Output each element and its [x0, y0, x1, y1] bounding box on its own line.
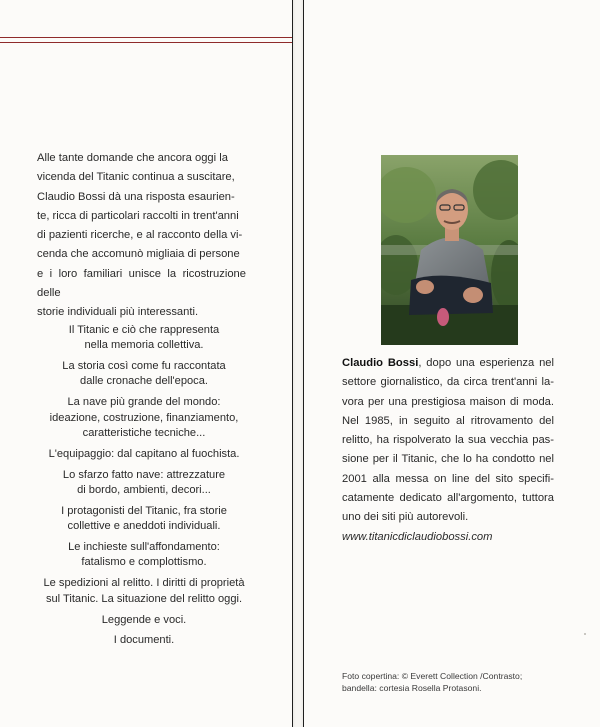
contents-item	[36, 613, 252, 628]
intro-line: te, ricca di particolari raccolti in trent'anni	[37, 209, 239, 222]
credit-line: Foto copertina: © Everett Collection /Contrasto;	[342, 671, 523, 681]
contents-line: ideazione, costruzione, finanziamento,	[49, 411, 239, 424]
intro-paragraph	[37, 149, 246, 323]
contents-line: Le spedizioni al relitto. I diritti di proprietà	[43, 577, 245, 590]
contents-item	[36, 447, 252, 462]
bio-line: relitto, ha rispolverato la sua vecchia pas-	[342, 434, 554, 447]
contents-line: fatalismo e complottismo.	[81, 556, 207, 569]
bio-line: Nel 1985, in seguito al ritrovamento del	[342, 414, 554, 427]
intro-line: storie individuali più interessanti.	[37, 306, 199, 319]
left-top-rule	[0, 37, 292, 43]
contents-line: Il Titanic e ciò che rappresenta	[68, 324, 220, 336]
bio-line: 2001 alla messa on line del sito specifi-	[342, 472, 554, 485]
intro-line: e i loro familiari unisce la ricostruzione delle	[37, 267, 246, 300]
website-url[interactable]: www.titanicdiclaudiobossi.com	[342, 530, 493, 543]
credit-line: bandella: cortesia Rosella Protasoni.	[342, 683, 482, 693]
photo-credits	[342, 670, 572, 694]
contents-item	[36, 323, 252, 354]
contents-line: di bordo, ambienti, decori...	[77, 484, 211, 497]
author-bio	[342, 354, 554, 547]
contents-item	[36, 468, 252, 499]
contents-line: caratteristiche tecniche...	[82, 426, 206, 439]
bio-line: vora per una prestigiosa maison di moda.	[342, 395, 554, 408]
contents-line: collettive e aneddoti individuali.	[67, 520, 221, 533]
contents-line: dalle cronache dell'epoca.	[80, 375, 208, 388]
contents-item	[36, 504, 252, 535]
contents-item	[36, 540, 252, 571]
contents-line: sul Titanic. La situazione del relitto oggi.	[45, 592, 243, 605]
contents-line: Le inchieste sull'affondamento:	[68, 541, 220, 554]
author-name: Claudio Bossi	[342, 357, 419, 369]
contents-line: La storia così come fu raccontata	[62, 360, 226, 373]
contents-line: I documenti.	[113, 634, 175, 647]
contents-list	[36, 323, 252, 654]
contents-item	[36, 633, 252, 648]
contents-item	[36, 395, 252, 441]
left-flap	[0, 0, 292, 727]
contents-line: Lo sfarzo fatto nave: attrezzature	[62, 468, 226, 481]
bio-line: uno dei siti più autorevoli.	[342, 511, 469, 524]
contents-line: La nave più grande del mondo:	[67, 396, 221, 409]
intro-line: Alle tante domande che ancora oggi la	[37, 152, 228, 164]
bio-line: catamente dedicato all'argomento, tuttora	[342, 492, 554, 505]
contents-line: Leggende e voci.	[101, 613, 187, 626]
bio-line: , dopo una esperienza nel	[418, 357, 554, 369]
contents-line: nella memoria collettiva.	[84, 339, 204, 352]
intro-line: Claudio Bossi dà una risposta esaurien-	[37, 190, 235, 203]
bio-line: settore giornalistico, da circa trent'anni la-	[342, 376, 554, 389]
paper-speck	[584, 633, 586, 635]
contents-item	[36, 576, 252, 607]
contents-line: L'equipaggio: dal capitano al fuochista.	[48, 447, 240, 460]
contents-item	[36, 359, 252, 390]
intro-line: vicenda del Titanic continua a suscitare,	[37, 171, 235, 184]
intro-line: di pazienti ricerche, e al racconto della vi-	[37, 229, 243, 242]
author-portrait-icon	[381, 155, 518, 345]
contents-line: I protagonisti del Titanic, fra storie	[61, 504, 227, 517]
author-photo	[381, 155, 518, 345]
intro-line: cenda che accomunò migliaia di persone	[37, 248, 240, 261]
fold-line	[292, 0, 293, 727]
bio-line: sione per il Titanic, che lo ha condotto nel	[342, 453, 554, 466]
